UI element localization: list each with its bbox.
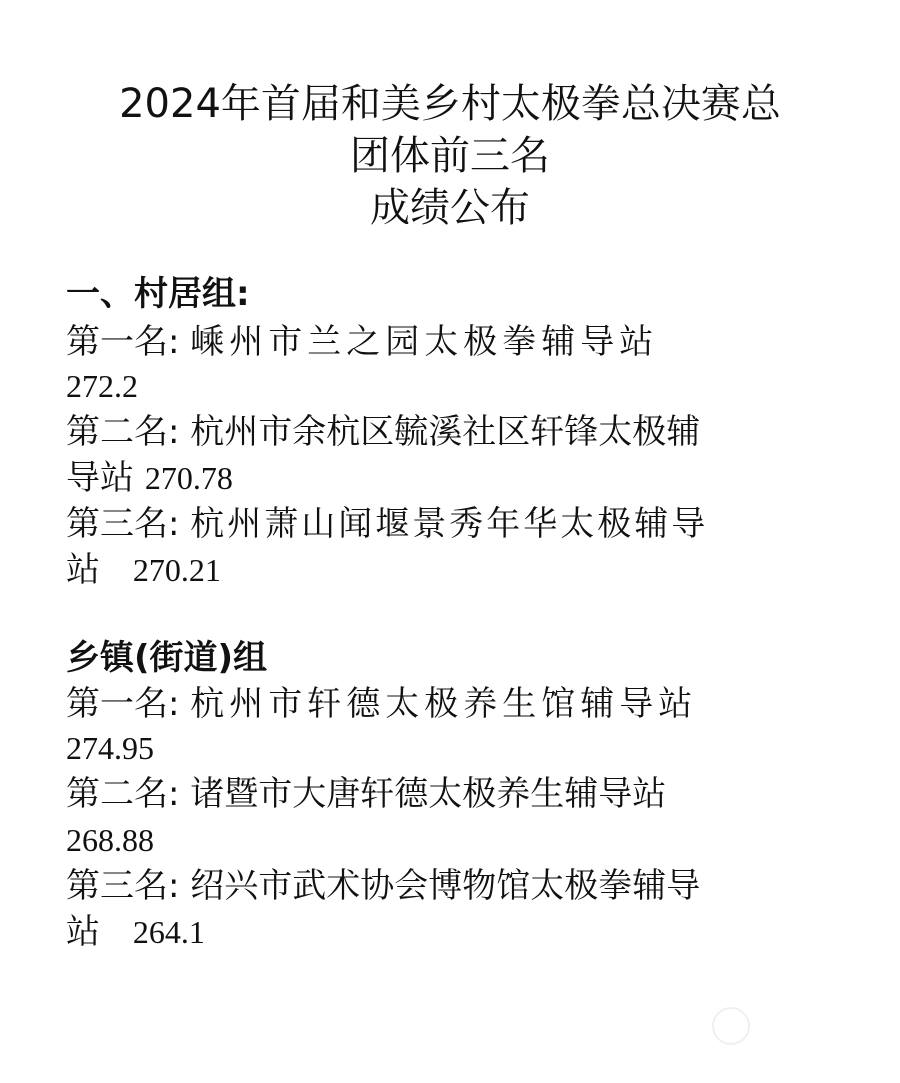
title-line-2: 团体前三名	[350, 133, 550, 179]
rank-label: 第三名:	[66, 866, 180, 906]
team-name: 杭州市轩德太极养生馆辅导站	[190, 684, 698, 724]
score: 264.1	[132, 914, 205, 950]
rank-label: 第一名:	[66, 684, 180, 724]
team-name: 杭州萧山闻堰景秀年华太极辅导	[190, 504, 709, 544]
township-first-score: 274.95	[66, 730, 154, 766]
score: 270.21	[132, 552, 221, 588]
township-third-place-cont	[66, 910, 205, 954]
township-second-place	[66, 772, 666, 816]
township-third-place	[66, 864, 700, 908]
village-second-place-cont	[66, 456, 233, 500]
section-heading-township: 乡镇(街道)组	[66, 638, 268, 678]
village-third-place	[66, 502, 708, 546]
team-name-cont: 导站	[66, 458, 134, 498]
team-name-cont: 站	[66, 912, 100, 952]
township-first-place	[66, 682, 697, 726]
team-name: 诸暨市大唐轩德太极养生辅导站	[190, 774, 667, 814]
score: 270.78	[144, 460, 233, 496]
rank-label: 第一名:	[66, 322, 180, 362]
title-line-3: 成绩公布	[370, 185, 530, 231]
section-heading-village: 一、村居组:	[66, 274, 250, 314]
rank-label: 第二名:	[66, 412, 180, 452]
rank-label: 第二名:	[66, 774, 180, 814]
village-third-place-cont	[66, 548, 221, 592]
rank-label: 第三名:	[66, 504, 180, 544]
title-line-1: 2024年首届和美乡村太极拳总决赛总	[119, 81, 781, 127]
watermark-icon	[712, 1007, 750, 1045]
team-name: 绍兴市武术协会博物馆太极拳辅导	[190, 866, 701, 906]
village-first-place	[66, 320, 658, 364]
village-second-place	[66, 410, 700, 454]
team-name: 杭州市余杭区毓溪社区轩锋太极辅	[190, 412, 701, 452]
village-first-score: 272.2	[66, 368, 138, 404]
team-name-cont: 站	[66, 550, 100, 590]
team-name: 嵊州市兰之园太极拳辅导站	[190, 322, 659, 362]
township-second-score: 268.88	[66, 822, 154, 858]
